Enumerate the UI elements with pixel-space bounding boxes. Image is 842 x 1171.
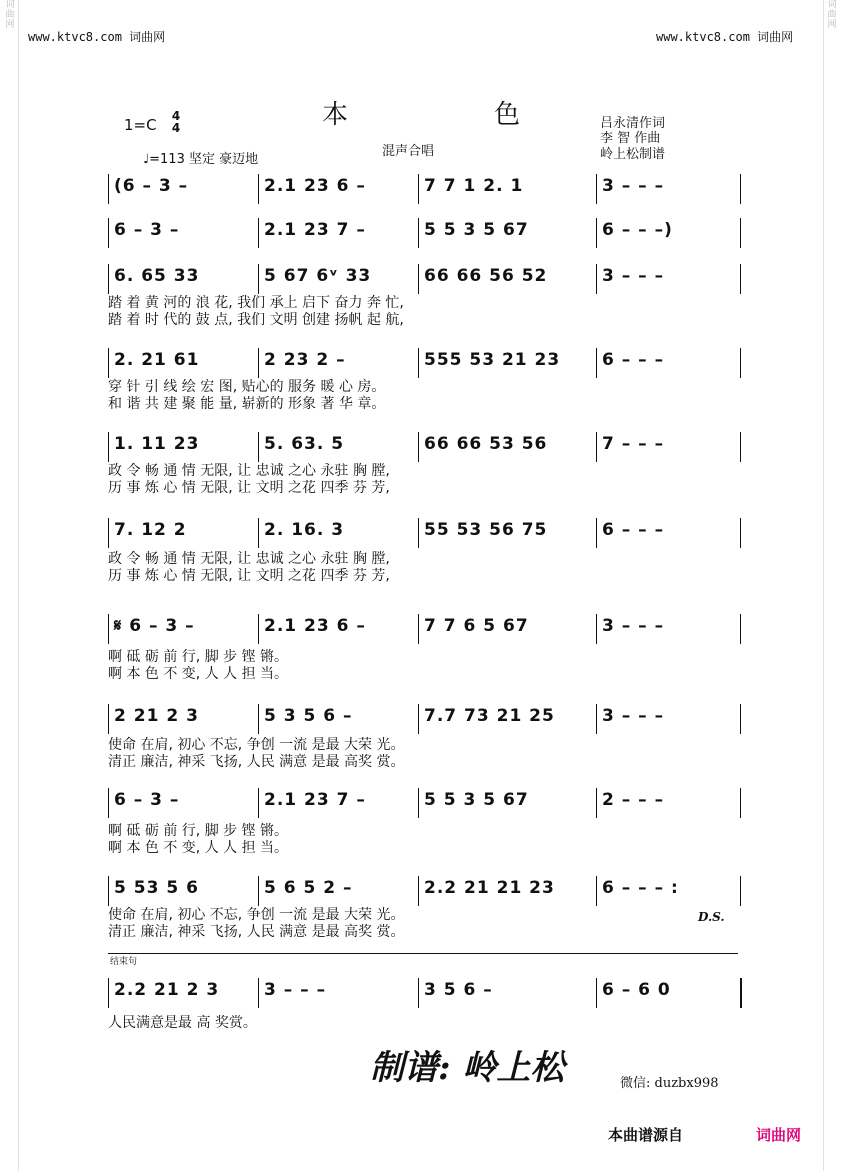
- barline: [418, 264, 419, 294]
- barline: [596, 614, 597, 644]
- barline: [418, 432, 419, 462]
- barline: [258, 348, 259, 378]
- measure: 5 3 5 6 –: [264, 706, 353, 726]
- barline: [418, 614, 419, 644]
- measure: 7 7 6 5 67: [424, 616, 529, 636]
- staff-row: [108, 262, 740, 292]
- tempo-marking: ♩=113 坚定 豪迈地: [143, 152, 259, 167]
- lyric-line: 踏 着 黄 河的 浪 花, 我们 承上 启下 奋力 奔 忙,: [108, 295, 404, 311]
- barline: [740, 614, 741, 644]
- measure: 2.1 23 6 –: [264, 616, 366, 636]
- lyric-line: 历 事 炼 心 情 无限, 让 文明 之花 四季 芬 芳,: [108, 480, 390, 496]
- staff-row: [108, 516, 740, 546]
- measure: 6. 65 33: [114, 266, 200, 286]
- lyric-line: 啊 砥 砺 前 行, 脚 步 铿 锵。: [108, 823, 289, 839]
- staff-row: [108, 786, 740, 816]
- ds-marking: D.S.: [698, 910, 725, 924]
- barline: [258, 174, 259, 204]
- measure: 55 53 56 75: [424, 520, 548, 540]
- barline: [108, 978, 109, 1008]
- lyric-line: 政 令 畅 通 情 无限, 让 忠诚 之心 永驻 胸 膛,: [108, 551, 390, 567]
- wechat-id: 微信: duzbx998: [620, 1076, 719, 1091]
- ending-bracket: [108, 953, 738, 954]
- measure: 5 5 3 5 67: [424, 790, 529, 810]
- barline: [108, 348, 109, 378]
- barline: [108, 788, 109, 818]
- measure: 6 – 3 –: [114, 220, 180, 240]
- barline: [740, 432, 741, 462]
- measure: 3 – – –: [264, 980, 327, 1000]
- measure: 2. 21 61: [114, 350, 200, 370]
- barline: [258, 218, 259, 248]
- barline: [258, 432, 259, 462]
- measure: 5 53 5 6: [114, 878, 199, 898]
- barline: [418, 876, 419, 906]
- lyric-line: 穿 针 引 线 绘 宏 图, 贴心的 服务 暖 心 房。: [108, 379, 386, 395]
- measure: 7 7 1 2. 1: [424, 176, 524, 196]
- lyric-line: 和 谐 共 建 聚 能 量, 崭新的 形象 著 华 章。: [108, 396, 386, 412]
- site-header-left: www.ktvc8.com 词曲网: [28, 30, 166, 44]
- site-header-right: www.ktvc8.com 词曲网: [656, 30, 794, 44]
- subtitle: 混声合唱: [382, 144, 435, 159]
- key-signature: 1=C: [124, 116, 157, 134]
- composer: 李 智 作曲: [600, 131, 661, 146]
- barline: [258, 876, 259, 906]
- meter: 4 4: [171, 109, 181, 135]
- measure: 555 53 21 23: [424, 350, 561, 370]
- barline: [596, 518, 597, 548]
- barline: [740, 518, 741, 548]
- staff-row: [108, 612, 740, 642]
- lyric-line: 清正 廉洁, 神采 飞扬, 人民 满意 是最 高奖 赏。: [108, 754, 405, 770]
- barline: [418, 518, 419, 548]
- lyricist: 吕永清作词: [600, 116, 666, 131]
- transcriber: 岭上松制谱: [600, 147, 666, 162]
- barline: [596, 978, 597, 1008]
- barline: [108, 614, 109, 644]
- measure: 2.2 21 21 23: [424, 878, 555, 898]
- title-char-1: 本: [322, 100, 351, 130]
- staff-row: [108, 874, 740, 904]
- barline: [740, 264, 741, 294]
- ending-label: 结束句: [110, 957, 138, 967]
- measure: (6 – 3 –: [114, 176, 189, 196]
- barline: [108, 174, 109, 204]
- ending-lyric: 人民满意是最 高 奖赏。: [108, 1015, 257, 1031]
- barline: [258, 788, 259, 818]
- lyric-line: 清正 廉洁, 神采 飞扬, 人民 满意 是最 高奖 赏。: [108, 924, 405, 940]
- barline: [108, 432, 109, 462]
- barline: [258, 518, 259, 548]
- measure: 7. 12 2: [114, 520, 187, 540]
- measure: 6 – 6 0: [602, 980, 671, 1000]
- barline: [258, 704, 259, 734]
- staff-row: [108, 976, 740, 1006]
- source-site-link[interactable]: 词曲网: [756, 1126, 802, 1144]
- barline: [740, 348, 741, 378]
- barline: [108, 876, 109, 906]
- lyric-line: 啊 本 色 不 变, 人 人 担 当。: [108, 666, 289, 682]
- staff-row: [108, 346, 740, 376]
- barline: [740, 978, 742, 1008]
- barline: [418, 788, 419, 818]
- barline: [108, 518, 109, 548]
- measure: 6 – – – :: [602, 878, 679, 898]
- measure: 3 5 6 –: [424, 980, 493, 1000]
- barline: [418, 704, 419, 734]
- lyric-line: 啊 砥 砺 前 行, 脚 步 铿 锵。: [108, 649, 289, 665]
- measure: 3 – – –: [602, 706, 665, 726]
- measure: 6 – – –: [602, 520, 665, 540]
- measure: 66 66 56 52: [424, 266, 548, 286]
- measure: 5 5 3 5 67: [424, 220, 529, 240]
- barline: [108, 218, 109, 248]
- barline: [108, 704, 109, 734]
- barline: [596, 348, 597, 378]
- barline: [596, 174, 597, 204]
- right-watermark-strip: 词 曲 网: [823, 0, 840, 1171]
- barline: [740, 174, 741, 204]
- barline: [740, 876, 741, 906]
- barline: [258, 264, 259, 294]
- barline: [596, 218, 597, 248]
- left-watermark-strip: 词 曲 网: [2, 0, 19, 1171]
- measure: 5. 63. 5: [264, 434, 345, 454]
- signature: 制谱: 岭上松: [370, 1048, 565, 1088]
- measure: 2.1 23 7 –: [264, 220, 366, 240]
- measure: 𝄋 6 – 3 –: [114, 616, 195, 636]
- lyric-line: 政 令 畅 通 情 无限, 让 忠诚 之心 永驻 胸 膛,: [108, 463, 390, 479]
- lyric-line: 历 事 炼 心 情 无限, 让 文明 之花 四季 芬 芳,: [108, 568, 390, 584]
- barline: [596, 704, 597, 734]
- measure: 1. 11 23: [114, 434, 200, 454]
- lyric-line: 踏 着 时 代的 鼓 点, 我们 文明 创建 扬帆 起 航,: [108, 312, 404, 328]
- measure: 5 6 5 2 –: [264, 878, 353, 898]
- measure: 7 – – –: [602, 434, 665, 454]
- measure: 2.1 23 6 –: [264, 176, 366, 196]
- measure: 6 – 3 –: [114, 790, 180, 810]
- measure: 2.1 23 7 –: [264, 790, 366, 810]
- title-char-2: 色: [494, 100, 523, 130]
- barline: [418, 174, 419, 204]
- lyric-line: 使命 在肩, 初心 不忘, 争创 一流 是最 大荣 光。: [108, 907, 405, 923]
- measure: 3 – – –: [602, 616, 665, 636]
- lyric-line: 使命 在肩, 初心 不忘, 争创 一流 是最 大荣 光。: [108, 737, 405, 753]
- measure: 6 – – –): [602, 220, 673, 240]
- staff-row: [108, 216, 740, 246]
- lyric-line: 啊 本 色 不 变, 人 人 担 当。: [108, 840, 289, 856]
- barline: [108, 264, 109, 294]
- staff-row: [108, 172, 740, 202]
- measure: 6 – – –: [602, 350, 665, 370]
- barline: [740, 218, 741, 248]
- measure: 2 21 2 3: [114, 706, 199, 726]
- measure: 2 23 2 –: [264, 350, 346, 370]
- measure: 2 – – –: [602, 790, 665, 810]
- barline: [258, 978, 259, 1008]
- barline: [418, 218, 419, 248]
- measure: 3 – – –: [602, 266, 665, 286]
- barline: [418, 348, 419, 378]
- barline: [596, 264, 597, 294]
- barline: [596, 432, 597, 462]
- barline: [596, 788, 597, 818]
- barline: [740, 788, 741, 818]
- barline: [418, 978, 419, 1008]
- measure: 3 – – –: [602, 176, 665, 196]
- staff-row: [108, 702, 740, 732]
- source-label: 本曲谱源自: [608, 1126, 684, 1144]
- measure: 5 67 6ᵛ 33: [264, 266, 372, 286]
- measure: 2. 16. 3: [264, 520, 345, 540]
- barline: [740, 704, 741, 734]
- measure: 7.7 73 21 25: [424, 706, 555, 726]
- barline: [258, 614, 259, 644]
- barline: [596, 876, 597, 906]
- measure: 66 66 53 56: [424, 434, 548, 454]
- measure: 2.2 21 2 3: [114, 980, 220, 1000]
- staff-row: [108, 430, 740, 460]
